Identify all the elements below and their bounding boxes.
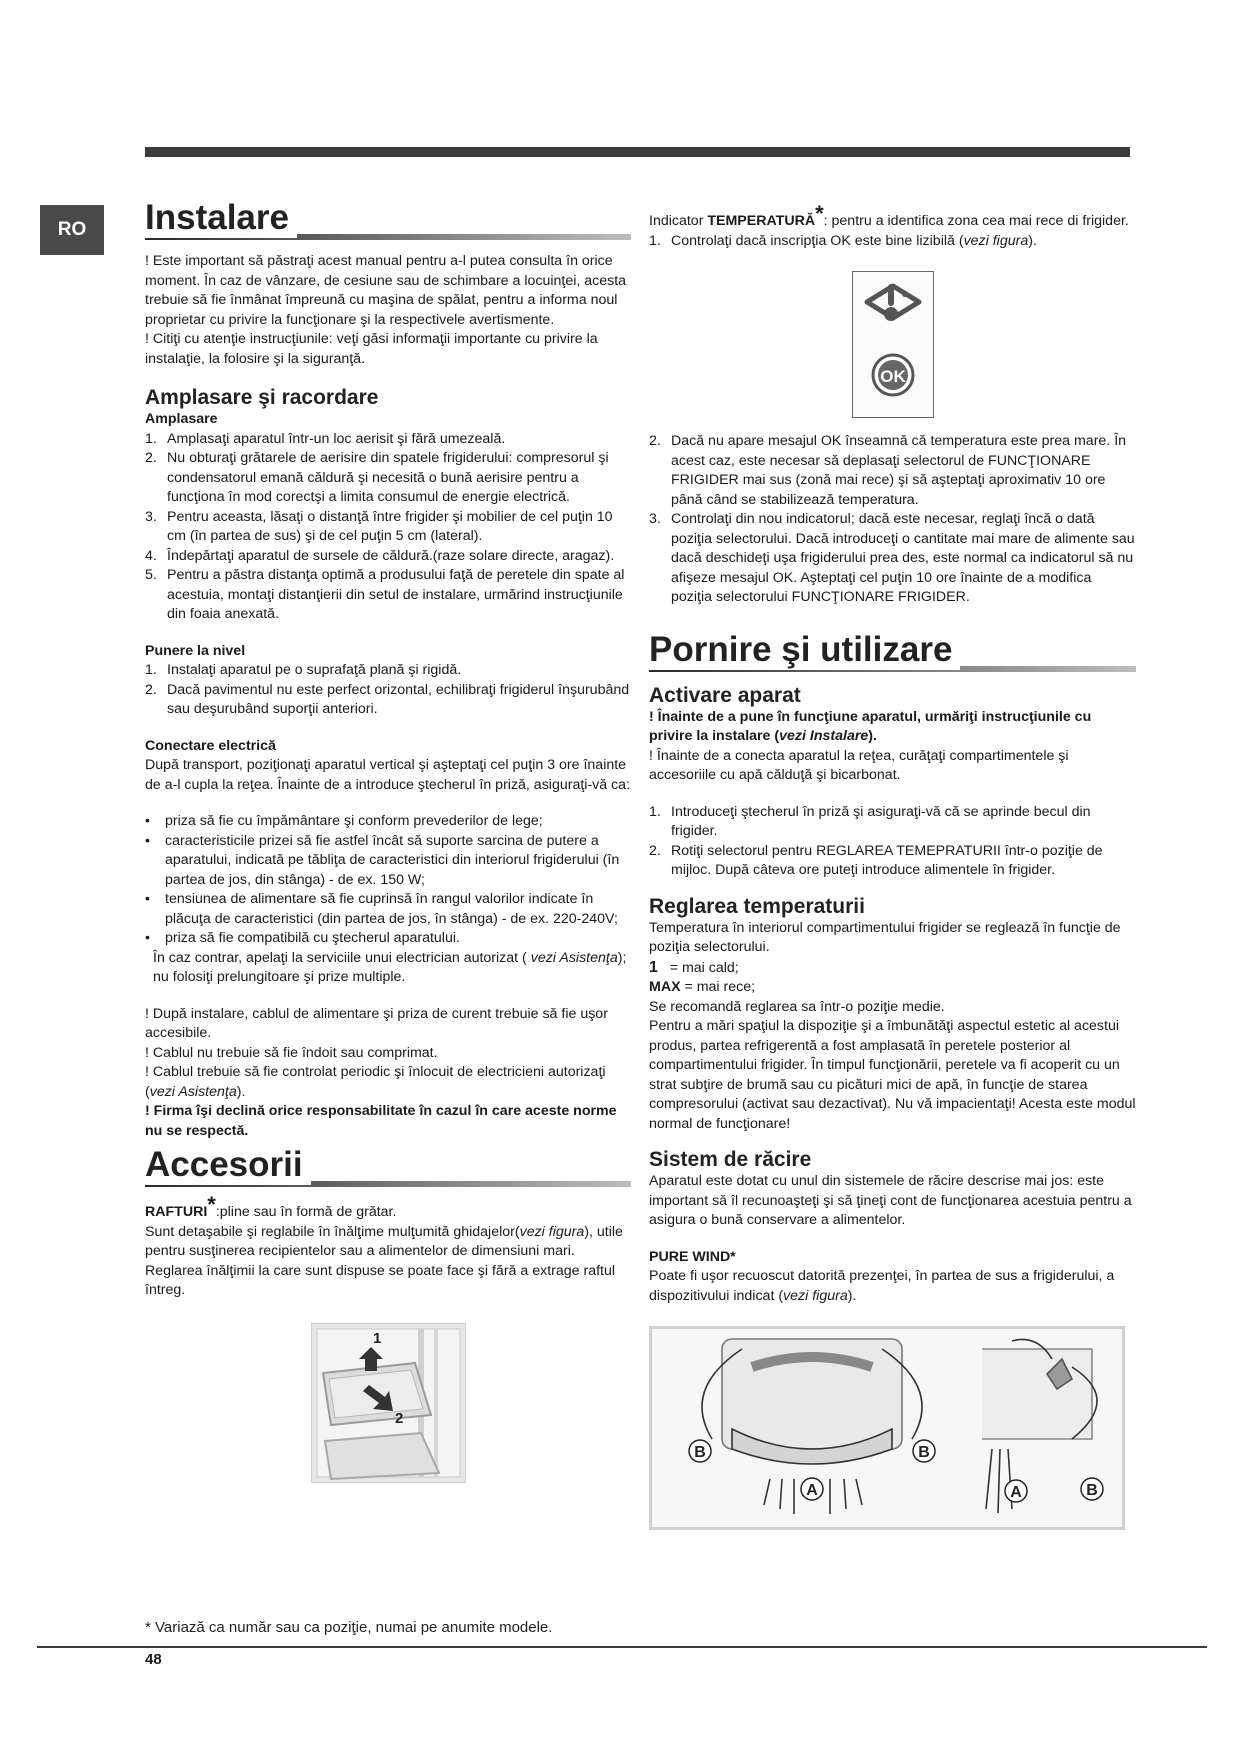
list-item: 1. Amplasaţi aparatul într-un loc aerisit şi fără umezeală.: [145, 430, 506, 447]
shelf-illustration: [311, 1323, 466, 1483]
temperature-list: [649, 432, 1136, 608]
conectare-title: Conectare electrică: [145, 737, 276, 754]
warning-3: ! Cablul trebuie să fie controlat periodic şi înlocuit de electricieni autorizaţi (vezi Asistenţa).: [145, 1064, 606, 1100]
list-item: 2. Rotiţi selectorul pentru REGLAREA TEMEPRATURII într-o poziţie de mijloc. După câteva ore puteţi introduce alimentele în frigider.: [649, 842, 1103, 878]
list-item: • priza să fie compatibilă cu ştecherul aparatului.: [145, 930, 460, 946]
section-title-instalare: Instalare: [145, 198, 631, 240]
list-item: 4. Îndepărtaţi aparatul de sursele de căldură.(raze solare directe, aragaz).: [145, 547, 615, 564]
recommendation: Se recomandă reglarea sa într-o poziţie medie.: [649, 998, 945, 1015]
warning-1: ! După instalare, cablul de alimentare şi priza de curent trebuie să fie uşor accesibile.: [145, 1005, 608, 1041]
figure-label-a: A: [1010, 1484, 1022, 1501]
list-item: 2. Dacă nu apare mesajul OK înseamnă că temperatura este prea mare. În acest caz, este necesar să deplasaţi selectorul de FUNCŢIONARE FRIGIDER mai sus (zonă mai rece) şi să aşteptaţi aproximativ 10 ore până când se stabilizează temperatura.: [649, 433, 1127, 508]
list-item: 2. Nu obturaţi grătarele de aerisire din spatele frigiderului: compresorul şi condensatorul emană căldură şi necesită o bună aerisire pentru a funcţiona în mod corectşi a limita consumul de energie electrică.: [145, 450, 609, 505]
section-title-accesorii: Accesorii: [145, 1145, 631, 1187]
list-item: 2. Dacă pavimentul nu este perfect orizontal, echilibraţi frigiderul înşurubând sau deşurubând suporţii anteriori.: [145, 681, 630, 717]
amplasare-list: [145, 430, 631, 625]
figure-label-b: B: [1086, 1482, 1098, 1499]
pure-wind-text: Poate fi uşor recuoscut datorită prezenţei, în partea de sus a frigiderului, a dispozitivului indicat (vezi figura).: [649, 1268, 1115, 1304]
list-item: 5. Pentru a păstra distanţa optimă a produsului faţă de peretele din spate al acestuia, montaţi distanţierii din setul de instalare, urmărind instrucţiunile din foaia anexată.: [145, 567, 625, 622]
sistem-title: Sistem de răcire: [649, 1148, 812, 1171]
activare-list: [649, 803, 1136, 881]
contrar-text: În caz contrar, apelaţi la serviciile unui electrician autorizat ( vezi Asistenţa); nu folosiţi prelungitoare şi prize multiple.: [153, 949, 627, 985]
page-number: 48: [145, 1651, 162, 1668]
list-item: 3. Controlaţi din nou indicatorul; dacă este necesar, reglaţi încă o dată poziţia selectorului. Dacă introduceţi o cantitate mai mare de alimente sau dacă deschideţi uşa frigiderului prea des, este normal ca indicatorul să nu afişeze mesajul OK. Aşteptaţi cel puţin 10 ore înainte de a modifica poziţia selectorului FUNCŢIONARE FRIGIDER.: [649, 511, 1135, 605]
list-item: 1. Introduceţi ştecherul în priză şi asiguraţi-vă că se aprinde becul din frigider.: [649, 803, 1091, 839]
punere-title: Punere la nivel: [145, 642, 246, 659]
pure-wind-title: PURE WIND*: [649, 1248, 736, 1265]
figure-label-a: A: [806, 1482, 818, 1499]
list-item: 1. Instalaţi aparatul pe o suprafaţă plană şi rigidă.: [145, 662, 462, 678]
rafturi-description: Sunt detaşabile şi reglabile în înălţime mulţumită ghidajelor(vezi figura), utile pentru susţinerea recipientelor sau a alimentelor de dimensiuni mari. Reglarea înălţimii la care sunt dispuse se poate face şi fără a extrage raftul întreg.: [145, 1223, 623, 1298]
activare-title: Activare aparat: [649, 683, 801, 707]
reglarea-text: Temperatura în interiorul compartimentului frigider se reglează în funcţie de poziţia selectorului.: [649, 919, 1121, 955]
list-item: • tensiunea de alimentare să fie cuprinsă în rangul valorilor indicate în plăcuţa de caracteristici (din partea de jos, în stânga) - de ex. 220-240V;: [145, 891, 618, 927]
list-item: 3. Pentru aceasta, lăsaţi o distanţă între frigider şi mobilier de cel puţin 10 cm (în partea de sus) şi de cel puţin 5 cm (lateral).: [145, 508, 613, 544]
top-rule: [145, 147, 1130, 157]
warning-4: ! Firma îşi declină orice responsabilitate în cazul în care aceste norme nu se respectă.: [145, 1103, 617, 1139]
setting-one: 1 = mai cald;: [649, 958, 739, 976]
list-item: • caracteristicile prizei să fie astfel încât să suporte sarcina de putere a aparatului, indicată pe tăbliţa de caracteristici din interiorul frigiderului (în partea de jos, din stânga) - de ex. 150 W;: [145, 832, 620, 888]
airflow-illustration: [652, 1329, 1122, 1527]
right-column: [649, 201, 1136, 1530]
pure-wind-figure: [649, 1326, 1125, 1530]
amplasare-subtitle: Amplasare: [145, 411, 218, 427]
punere-list: [145, 661, 631, 720]
figure-label-b: B: [918, 1444, 930, 1461]
cooling-wall-text: Pentru a mări spaţiul la dispoziţie şi a îmbunătăţi aspectul estetic al acestui produs, partea refrigerentă a fost amplasată în peretele posterior al compartimentului frigider. În timpul funcţionării, peretele va fi acoperit cu un strat subţire de brumă sau cu picături mici de apă, în funcţie de starea compresorului (activat sau dezactivat). Nu vă impacientaţi! Acesta este modul normal de funcţionare!: [649, 1018, 1136, 1132]
list-item: • priza să fie cu împământare şi conform prevederilor de lege;: [145, 813, 543, 829]
intro-paragraph: ! Este important să păstraţi acest manual pentru a-l putea consulta în orice moment. În caz de vânzare, de cesiune sau de schimbare a locuinţei, acesta trebuie să fie înmânat împreună cu maşina de spălat, pentru a informa noul proprietar cu privire la funcţionare şi la respectivele avertismente.: [145, 253, 627, 328]
ok-indicator-illustration: [853, 272, 933, 417]
figure-label: 2: [394, 1409, 403, 1427]
setting-max: MAX = mai rece;: [649, 979, 756, 995]
footnote: * Variază ca număr sau ca poziţie, numai pe anumite modele.: [145, 1619, 553, 1636]
activare-warning: ! Înainte de a pune în funcţiune aparatul, urmăriţi instrucţiunile cu privire la instalare (vezi Instalare).: [649, 708, 1092, 744]
sistem-text: Aparatul este dotat cu unul din sistemele de răcire descrise mai jos: este important să îl recunoaşteţi şi să ţineţi cont de funcţionarea acestuia pentru a asigura o bună conservare a alimentelor.: [649, 1173, 1132, 1228]
temperature-indicator-figure: [852, 271, 934, 418]
intro-warning: ! Citiţi cu atenţie instrucţiunile: veţi găsi informaţii importante cu privire la instalaţie, la folosire şi la siguranţă.: [145, 331, 598, 367]
warning-2: ! Cablul nu trebuie să fie îndoit sau comprimat.: [145, 1044, 438, 1061]
language-tab: RO: [40, 205, 104, 255]
rafturi-text: RAFTURI*:pline sau în formă de grătar.: [145, 1192, 397, 1220]
figure-label: 1: [372, 1329, 381, 1347]
shelf-figure: [311, 1323, 466, 1483]
bottom-rule: [37, 1646, 1207, 1648]
left-column: [145, 198, 631, 1483]
indicator-text: Indicator TEMPERATURĂ*: pentru a identifica zona cea mai rece di frigider.: [649, 201, 1129, 229]
conectare-bullets: [145, 812, 631, 949]
activare-text: ! Înainte de a conecta aparatul la reţea, curăţaţi compartimentele şi accesoriile cu apă călduţă şi bicarbonat.: [649, 747, 1069, 783]
figure-label-b: B: [694, 1444, 706, 1461]
ok-label: OK: [879, 367, 906, 386]
amplasare-title: Amplasare şi racordare: [145, 386, 379, 409]
list-item: 1. Controlaţi dacă inscripţia OK este bine lizibilă (vezi figura).: [649, 232, 1037, 249]
section-title-pornire: Pornire şi utilizare: [649, 630, 1136, 672]
conectare-text: După transport, poziţionaţi aparatul vertical şi aşteptaţi cel puţin 3 ore înainte de a-l cupla la reţea. Înainte de a introduce ştecherul în priză, asiguraţi-vă ca:: [145, 757, 631, 793]
reglarea-title: Reglarea temperaturii: [649, 894, 865, 918]
control-list: [649, 232, 1136, 252]
